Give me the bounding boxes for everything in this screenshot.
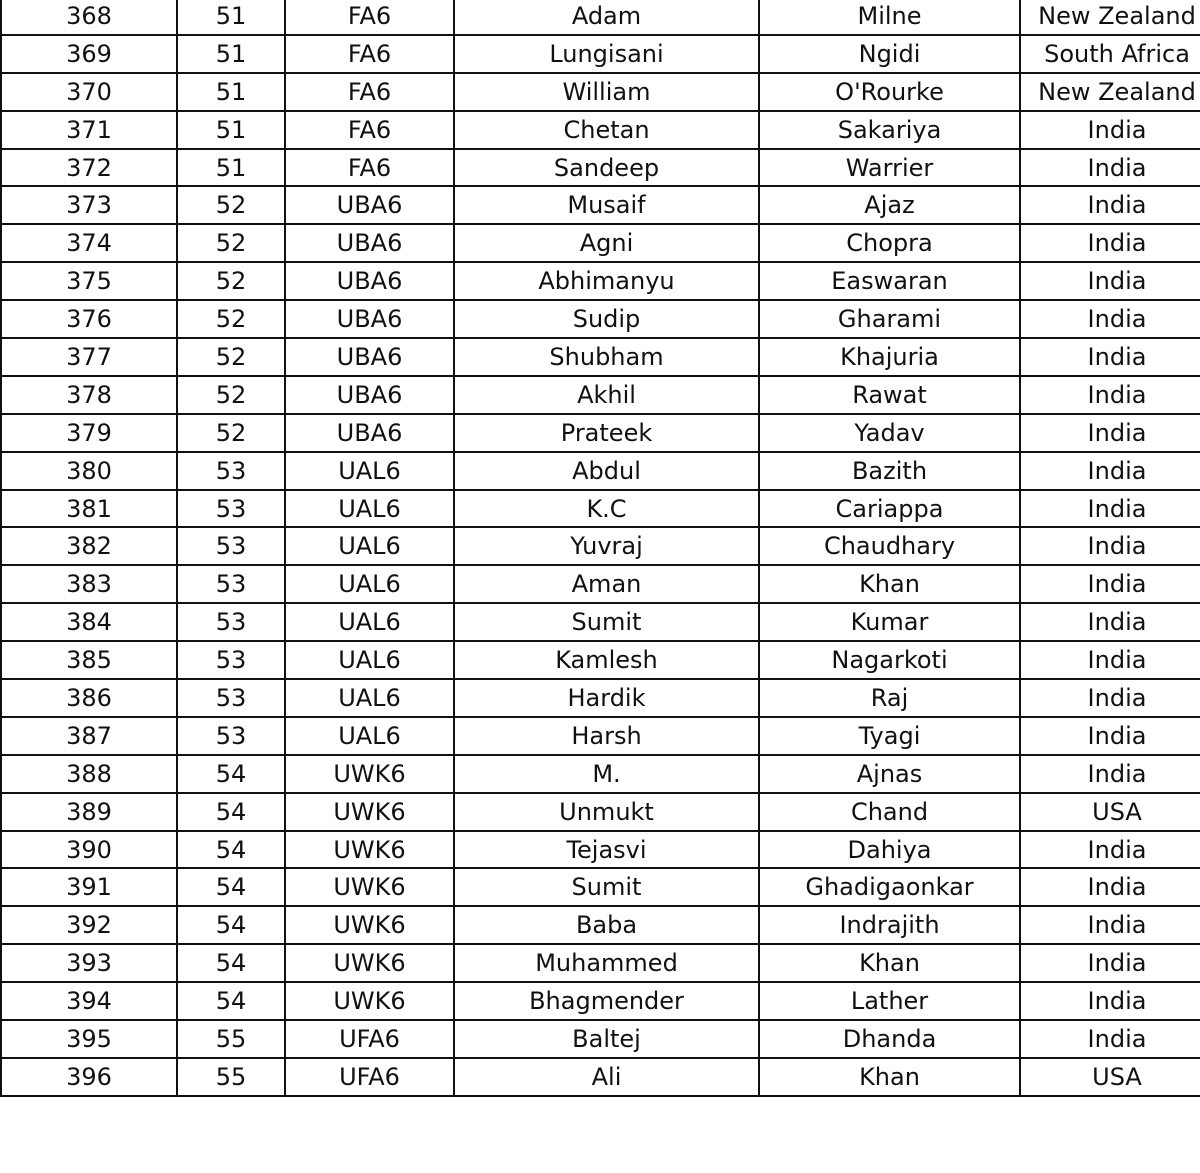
first-name-cell: Abhimanyu [454,262,759,300]
surname-cell: Dhanda [759,1020,1020,1058]
category-cell: UAL6 [285,565,454,603]
table-row [1,35,1200,73]
country-cell: India [1020,300,1200,338]
country-cell: India [1020,944,1200,982]
table-row [1,338,1200,376]
table-row [1,527,1200,565]
table-row [1,490,1200,528]
set-number-cell: 394 [1,982,177,1020]
country-cell: India [1020,111,1200,149]
table-row [1,1058,1200,1096]
table-row [1,1020,1200,1058]
set-cell: 53 [177,527,285,565]
country-cell: India [1020,717,1200,755]
table-row [1,868,1200,906]
surname-cell: Yadav [759,414,1020,452]
category-cell: UWK6 [285,982,454,1020]
set-number-cell: 391 [1,868,177,906]
surname-cell: Lather [759,982,1020,1020]
set-number-cell: 376 [1,300,177,338]
set-number-cell: 375 [1,262,177,300]
category-cell: FA6 [285,73,454,111]
category-cell: FA6 [285,111,454,149]
first-name-cell: Muhammed [454,944,759,982]
table-row [1,906,1200,944]
country-cell: India [1020,186,1200,224]
table-row [1,755,1200,793]
table-row [1,565,1200,603]
surname-cell: Raj [759,679,1020,717]
set-cell: 52 [177,338,285,376]
first-name-cell: Sudip [454,300,759,338]
set-cell: 51 [177,111,285,149]
first-name-cell: Sandeep [454,149,759,187]
surname-cell: Cariappa [759,490,1020,528]
set-number-cell: 389 [1,793,177,831]
country-cell: India [1020,641,1200,679]
set-number-cell: 387 [1,717,177,755]
first-name-cell: Prateek [454,414,759,452]
set-number-cell: 381 [1,490,177,528]
first-name-cell: Kamlesh [454,641,759,679]
table-row [1,414,1200,452]
set-cell: 52 [177,300,285,338]
table-row [1,641,1200,679]
first-name-cell: Unmukt [454,793,759,831]
category-cell: UAL6 [285,490,454,528]
set-number-cell: 380 [1,452,177,490]
first-name-cell: Harsh [454,717,759,755]
first-name-cell: Yuvraj [454,527,759,565]
set-number-cell: 393 [1,944,177,982]
set-number-cell: 396 [1,1058,177,1096]
category-cell: UAL6 [285,527,454,565]
country-cell: India [1020,1020,1200,1058]
category-cell: UBA6 [285,300,454,338]
set-number-cell: 384 [1,603,177,641]
surname-cell: Rawat [759,376,1020,414]
first-name-cell: M. [454,755,759,793]
set-cell: 53 [177,641,285,679]
surname-cell: Nagarkoti [759,641,1020,679]
category-cell: UAL6 [285,717,454,755]
country-cell: India [1020,262,1200,300]
surname-cell: O'Rourke [759,73,1020,111]
country-cell: India [1020,982,1200,1020]
set-cell: 53 [177,452,285,490]
set-number-cell: 395 [1,1020,177,1058]
surname-cell: Ajnas [759,755,1020,793]
set-cell: 54 [177,793,285,831]
surname-cell: Chopra [759,224,1020,262]
surname-cell: Ngidi [759,35,1020,73]
surname-cell: Tyagi [759,717,1020,755]
player-table-body [1,0,1200,1096]
first-name-cell: Agni [454,224,759,262]
category-cell: UBA6 [285,414,454,452]
set-cell: 51 [177,149,285,187]
surname-cell: Gharami [759,300,1020,338]
category-cell: UAL6 [285,603,454,641]
surname-cell: Chaudhary [759,527,1020,565]
surname-cell: Kumar [759,603,1020,641]
surname-cell: Khan [759,1058,1020,1096]
set-cell: 54 [177,755,285,793]
category-cell: FA6 [285,35,454,73]
table-row [1,0,1200,35]
first-name-cell: Sumit [454,603,759,641]
country-cell: New Zealand [1020,0,1200,35]
first-name-cell: Tejasvi [454,831,759,869]
country-cell: India [1020,414,1200,452]
set-number-cell: 390 [1,831,177,869]
country-cell: India [1020,376,1200,414]
surname-cell: Chand [759,793,1020,831]
country-cell: India [1020,490,1200,528]
surname-cell: Ghadigaonkar [759,868,1020,906]
first-name-cell: K.C [454,490,759,528]
category-cell: UWK6 [285,755,454,793]
set-cell: 54 [177,868,285,906]
set-number-cell: 378 [1,376,177,414]
category-cell: UAL6 [285,452,454,490]
country-cell: India [1020,679,1200,717]
first-name-cell: Hardik [454,679,759,717]
table-row [1,73,1200,111]
set-number-cell: 372 [1,149,177,187]
set-number-cell: 368 [1,0,177,35]
category-cell: UWK6 [285,944,454,982]
surname-cell: Indrajith [759,906,1020,944]
set-number-cell: 369 [1,35,177,73]
country-cell: India [1020,149,1200,187]
first-name-cell: Ali [454,1058,759,1096]
set-cell: 53 [177,565,285,603]
set-number-cell: 373 [1,186,177,224]
surname-cell: Ajaz [759,186,1020,224]
category-cell: UBA6 [285,262,454,300]
country-cell: India [1020,868,1200,906]
category-cell: UAL6 [285,641,454,679]
first-name-cell: Akhil [454,376,759,414]
table-row [1,149,1200,187]
country-cell: India [1020,338,1200,376]
category-cell: UFA6 [285,1058,454,1096]
set-cell: 53 [177,717,285,755]
country-cell: USA [1020,793,1200,831]
set-cell: 54 [177,906,285,944]
category-cell: UBA6 [285,224,454,262]
set-number-cell: 392 [1,906,177,944]
table-row [1,717,1200,755]
surname-cell: Khan [759,944,1020,982]
table-row [1,452,1200,490]
surname-cell: Dahiya [759,831,1020,869]
table-row [1,831,1200,869]
surname-cell: Khan [759,565,1020,603]
first-name-cell: Bhagmender [454,982,759,1020]
table-row [1,111,1200,149]
table-row [1,679,1200,717]
first-name-cell: Musaif [454,186,759,224]
country-cell: India [1020,603,1200,641]
category-cell: UWK6 [285,793,454,831]
set-number-cell: 374 [1,224,177,262]
surname-cell: Easwaran [759,262,1020,300]
set-cell: 53 [177,490,285,528]
table-row [1,262,1200,300]
first-name-cell: Lungisani [454,35,759,73]
set-number-cell: 383 [1,565,177,603]
set-number-cell: 385 [1,641,177,679]
surname-cell: Warrier [759,149,1020,187]
category-cell: UAL6 [285,679,454,717]
country-cell: India [1020,831,1200,869]
set-cell: 54 [177,831,285,869]
country-cell: South Africa [1020,35,1200,73]
first-name-cell: Abdul [454,452,759,490]
category-cell: FA6 [285,0,454,35]
set-cell: 54 [177,982,285,1020]
country-cell: India [1020,565,1200,603]
category-cell: UBA6 [285,186,454,224]
surname-cell: Milne [759,0,1020,35]
first-name-cell: Sumit [454,868,759,906]
set-cell: 52 [177,186,285,224]
set-number-cell: 377 [1,338,177,376]
table-row [1,603,1200,641]
first-name-cell: Baltej [454,1020,759,1058]
set-cell: 55 [177,1020,285,1058]
country-cell: USA [1020,1058,1200,1096]
set-cell: 53 [177,603,285,641]
first-name-cell: Baba [454,906,759,944]
set-cell: 55 [177,1058,285,1096]
country-cell: New Zealand [1020,73,1200,111]
country-cell: India [1020,452,1200,490]
set-cell: 53 [177,679,285,717]
set-cell: 52 [177,262,285,300]
country-cell: India [1020,755,1200,793]
set-cell: 52 [177,414,285,452]
set-number-cell: 386 [1,679,177,717]
set-cell: 51 [177,35,285,73]
surname-cell: Khajuria [759,338,1020,376]
category-cell: UBA6 [285,376,454,414]
set-cell: 52 [177,224,285,262]
country-cell: India [1020,527,1200,565]
category-cell: UWK6 [285,868,454,906]
set-cell: 51 [177,73,285,111]
set-number-cell: 379 [1,414,177,452]
set-number-cell: 388 [1,755,177,793]
category-cell: UBA6 [285,338,454,376]
table-row [1,224,1200,262]
first-name-cell: Aman [454,565,759,603]
set-cell: 54 [177,944,285,982]
table-row [1,186,1200,224]
table-row [1,793,1200,831]
set-number-cell: 371 [1,111,177,149]
category-cell: UWK6 [285,831,454,869]
table-row [1,944,1200,982]
set-number-cell: 382 [1,527,177,565]
table-row [1,300,1200,338]
surname-cell: Bazith [759,452,1020,490]
table-row [1,376,1200,414]
set-number-cell: 370 [1,73,177,111]
first-name-cell: Shubham [454,338,759,376]
surname-cell: Sakariya [759,111,1020,149]
category-cell: UWK6 [285,906,454,944]
category-cell: UFA6 [285,1020,454,1058]
first-name-cell: William [454,73,759,111]
category-cell: FA6 [285,149,454,187]
set-cell: 52 [177,376,285,414]
set-cell: 51 [177,0,285,35]
country-cell: India [1020,224,1200,262]
country-cell: India [1020,906,1200,944]
table-row [1,982,1200,1020]
first-name-cell: Chetan [454,111,759,149]
first-name-cell: Adam [454,0,759,35]
